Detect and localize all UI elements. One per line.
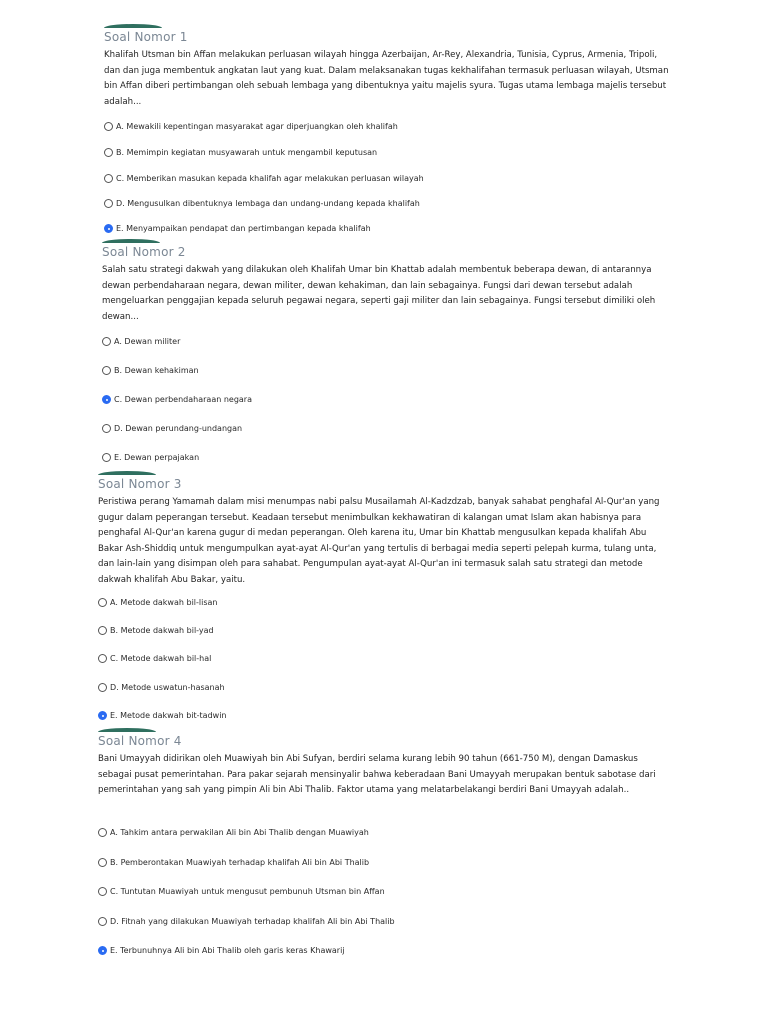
option-e[interactable] — [104, 224, 371, 233]
option-label: D. Fitnah yang dilakukan Muawiyah terhadap khalifah Ali bin Abi Thalib — [110, 917, 395, 926]
question-text: Khalifah Utsman bin Affan melakukan perluasan wilayah hingga Azerbaijan, Ar-Rey, Alexandria, Tunisia, Cyprus, Armenia, Tripoli, dan dan juga membentuk angkatan laut yang kuat. Dalam melaksanakan tugas kekhalifahan termasuk perluasan wilayah, Utsman bin Affan diberi pertimbangan oleh sebuah lembaga yang dibentuknya yaitu majelis syura. Tugas utama lembaga majelis tersebut adalah... — [104, 50, 669, 107]
option-label: C. Tuntutan Muawiyah untuk mengusut pembunuh Utsman bin Affan — [110, 887, 385, 896]
radio-button[interactable] — [98, 654, 107, 663]
option-c[interactable] — [98, 654, 211, 663]
radio-button[interactable] — [102, 424, 111, 433]
radio-button[interactable] — [98, 598, 107, 607]
radio-button[interactable] — [104, 199, 113, 208]
option-label: D. Dewan perundang-undangan — [114, 424, 243, 433]
option-label: B. Memimpin kegiatan musyawarah untuk mengambil keputusan — [116, 148, 378, 157]
question-title: Soal Nomor 1 — [104, 30, 188, 44]
radio-button[interactable] — [104, 122, 113, 131]
option-label: E. Dewan perpajakan — [114, 453, 200, 462]
option-d[interactable] — [102, 424, 242, 433]
option-c[interactable] — [98, 887, 385, 896]
option-label: A. Tahkim antara perwakilan Ali bin Abi Thalib dengan Muawiyah — [110, 828, 369, 837]
question-divider — [104, 24, 162, 28]
radio-button[interactable] — [98, 626, 107, 635]
option-a[interactable] — [102, 337, 180, 346]
question-divider — [98, 471, 156, 475]
option-label: A. Mewakili kepentingan masyarakat agar diperjuangkan oleh khalifah — [116, 122, 398, 131]
option-label: B. Dewan kehakiman — [114, 366, 199, 375]
radio-button[interactable] — [102, 453, 111, 462]
option-e[interactable] — [102, 453, 199, 462]
radio-button-selected[interactable] — [104, 224, 113, 233]
question-text: Peristiwa perang Yamamah dalam misi menumpas nabi palsu Musailamah Al-Kadzdzab, banyak sahabat penghafal Al-Qur'an yang gugur dalam peperangan tersebut. Keadaan tersebut menimbulkan kekhawatiran di kalangan umat Islam akan habisnya para penghafal Al-Qur'an karena gugur di medan peperangan. Oleh karena itu, Umar bin Khattab mengusulkan kepada khalifah Abu Bakar Ash-Shiddiq untuk mengumpulkan ayat-ayat Al-Qur'an yang tertulis di berbagai media seperti pelepah kurma, tulang unta, dan lain-lain yang disimpan oleh para sahabat. Pengumpulan ayat-ayat Al-Qur'an ini termasuk salah satu strategi dan metode dakwah khalifah Abu Bakar, yaitu. — [98, 497, 660, 585]
radio-button[interactable] — [104, 148, 113, 157]
radio-button[interactable] — [102, 337, 111, 346]
option-a[interactable] — [98, 828, 369, 837]
radio-button-selected[interactable] — [98, 711, 107, 720]
radio-button-selected[interactable] — [102, 395, 111, 404]
question-4 — [98, 728, 698, 968]
question-divider — [98, 728, 156, 732]
option-label: E. Terbunuhnya Ali bin Abi Thalib oleh garis keras Khawarij — [110, 946, 345, 955]
radio-button[interactable] — [104, 174, 113, 183]
option-d[interactable] — [104, 199, 420, 208]
option-d[interactable] — [98, 917, 395, 926]
radio-button[interactable] — [98, 858, 107, 867]
option-label: D. Metode uswatun-hasanah — [110, 683, 225, 692]
option-label: C. Metode dakwah bil-hal — [110, 654, 212, 663]
option-label: B. Metode dakwah bil-yad — [110, 626, 214, 635]
option-e[interactable] — [98, 711, 227, 720]
option-label: B. Pemberontakan Muawiyah terhadap khalifah Ali bin Abi Thalib — [110, 858, 370, 867]
option-label: E. Metode dakwah bit-tadwin — [110, 711, 227, 720]
option-a[interactable] — [98, 598, 217, 607]
radio-button-selected[interactable] — [98, 946, 107, 955]
question-2 — [102, 239, 702, 469]
option-label: A. Dewan militer — [114, 337, 181, 346]
radio-button[interactable] — [98, 828, 107, 837]
option-e[interactable] — [98, 946, 345, 955]
option-label: A. Metode dakwah bil-lisan — [110, 598, 218, 607]
question-title: Soal Nomor 2 — [102, 245, 186, 259]
option-c[interactable] — [102, 395, 252, 404]
option-c[interactable] — [104, 174, 424, 183]
option-b[interactable] — [102, 366, 199, 375]
question-1 — [104, 24, 704, 244]
option-label: E. Menyampaikan pendapat dan pertimbangan kepada khalifah — [116, 224, 371, 233]
question-3 — [98, 471, 698, 726]
question-title: Soal Nomor 4 — [98, 734, 182, 748]
question-divider — [102, 239, 160, 243]
option-label: C. Memberikan masukan kepada khalifah agar melakukan perluasan wilayah — [116, 174, 424, 183]
option-a[interactable] — [104, 122, 398, 131]
option-label: C. Dewan perbendaharaan negara — [114, 395, 252, 404]
radio-button[interactable] — [98, 887, 107, 896]
option-b[interactable] — [98, 626, 214, 635]
radio-button[interactable] — [98, 917, 107, 926]
question-title: Soal Nomor 3 — [98, 477, 182, 491]
option-b[interactable] — [98, 858, 369, 867]
radio-button[interactable] — [98, 683, 107, 692]
question-text: Salah satu strategi dakwah yang dilakukan oleh Khalifah Umar bin Khattab adalah membentuk beberapa dewan, di antarannya dewan perbendaharaan negara, dewan militer, dewan kehakiman, dan lain sebagainya. Fungsi dari dewan tersebut adalah mengeluarkan penggajian kepada seluruh pegawai negara, seperti gaji militer dan lain sebagainya. Fungsi tersebut dimiliki oleh dewan... — [102, 265, 656, 322]
radio-button[interactable] — [102, 366, 111, 375]
option-d[interactable] — [98, 683, 225, 692]
option-b[interactable] — [104, 148, 377, 157]
option-label: D. Mengusulkan dibentuknya lembaga dan undang-undang kepada khalifah — [116, 199, 420, 208]
question-text: Bani Umayyah didirikan oleh Muawiyah bin Abi Sufyan, berdiri selama kurang lebih 90 tahun (661-750 M), dengan Damaskus sebagai pusat pemerintahan. Para pakar sejarah mensinyalir bahwa keberadaan Bani Umayyah merupakan bentuk sabotase dari pemerintahan yang sah yang pimpin Ali bin Abi Thalib. Faktor utama yang melatarbelakangi berdiri Bani Umayyah adalah.. — [98, 754, 656, 795]
